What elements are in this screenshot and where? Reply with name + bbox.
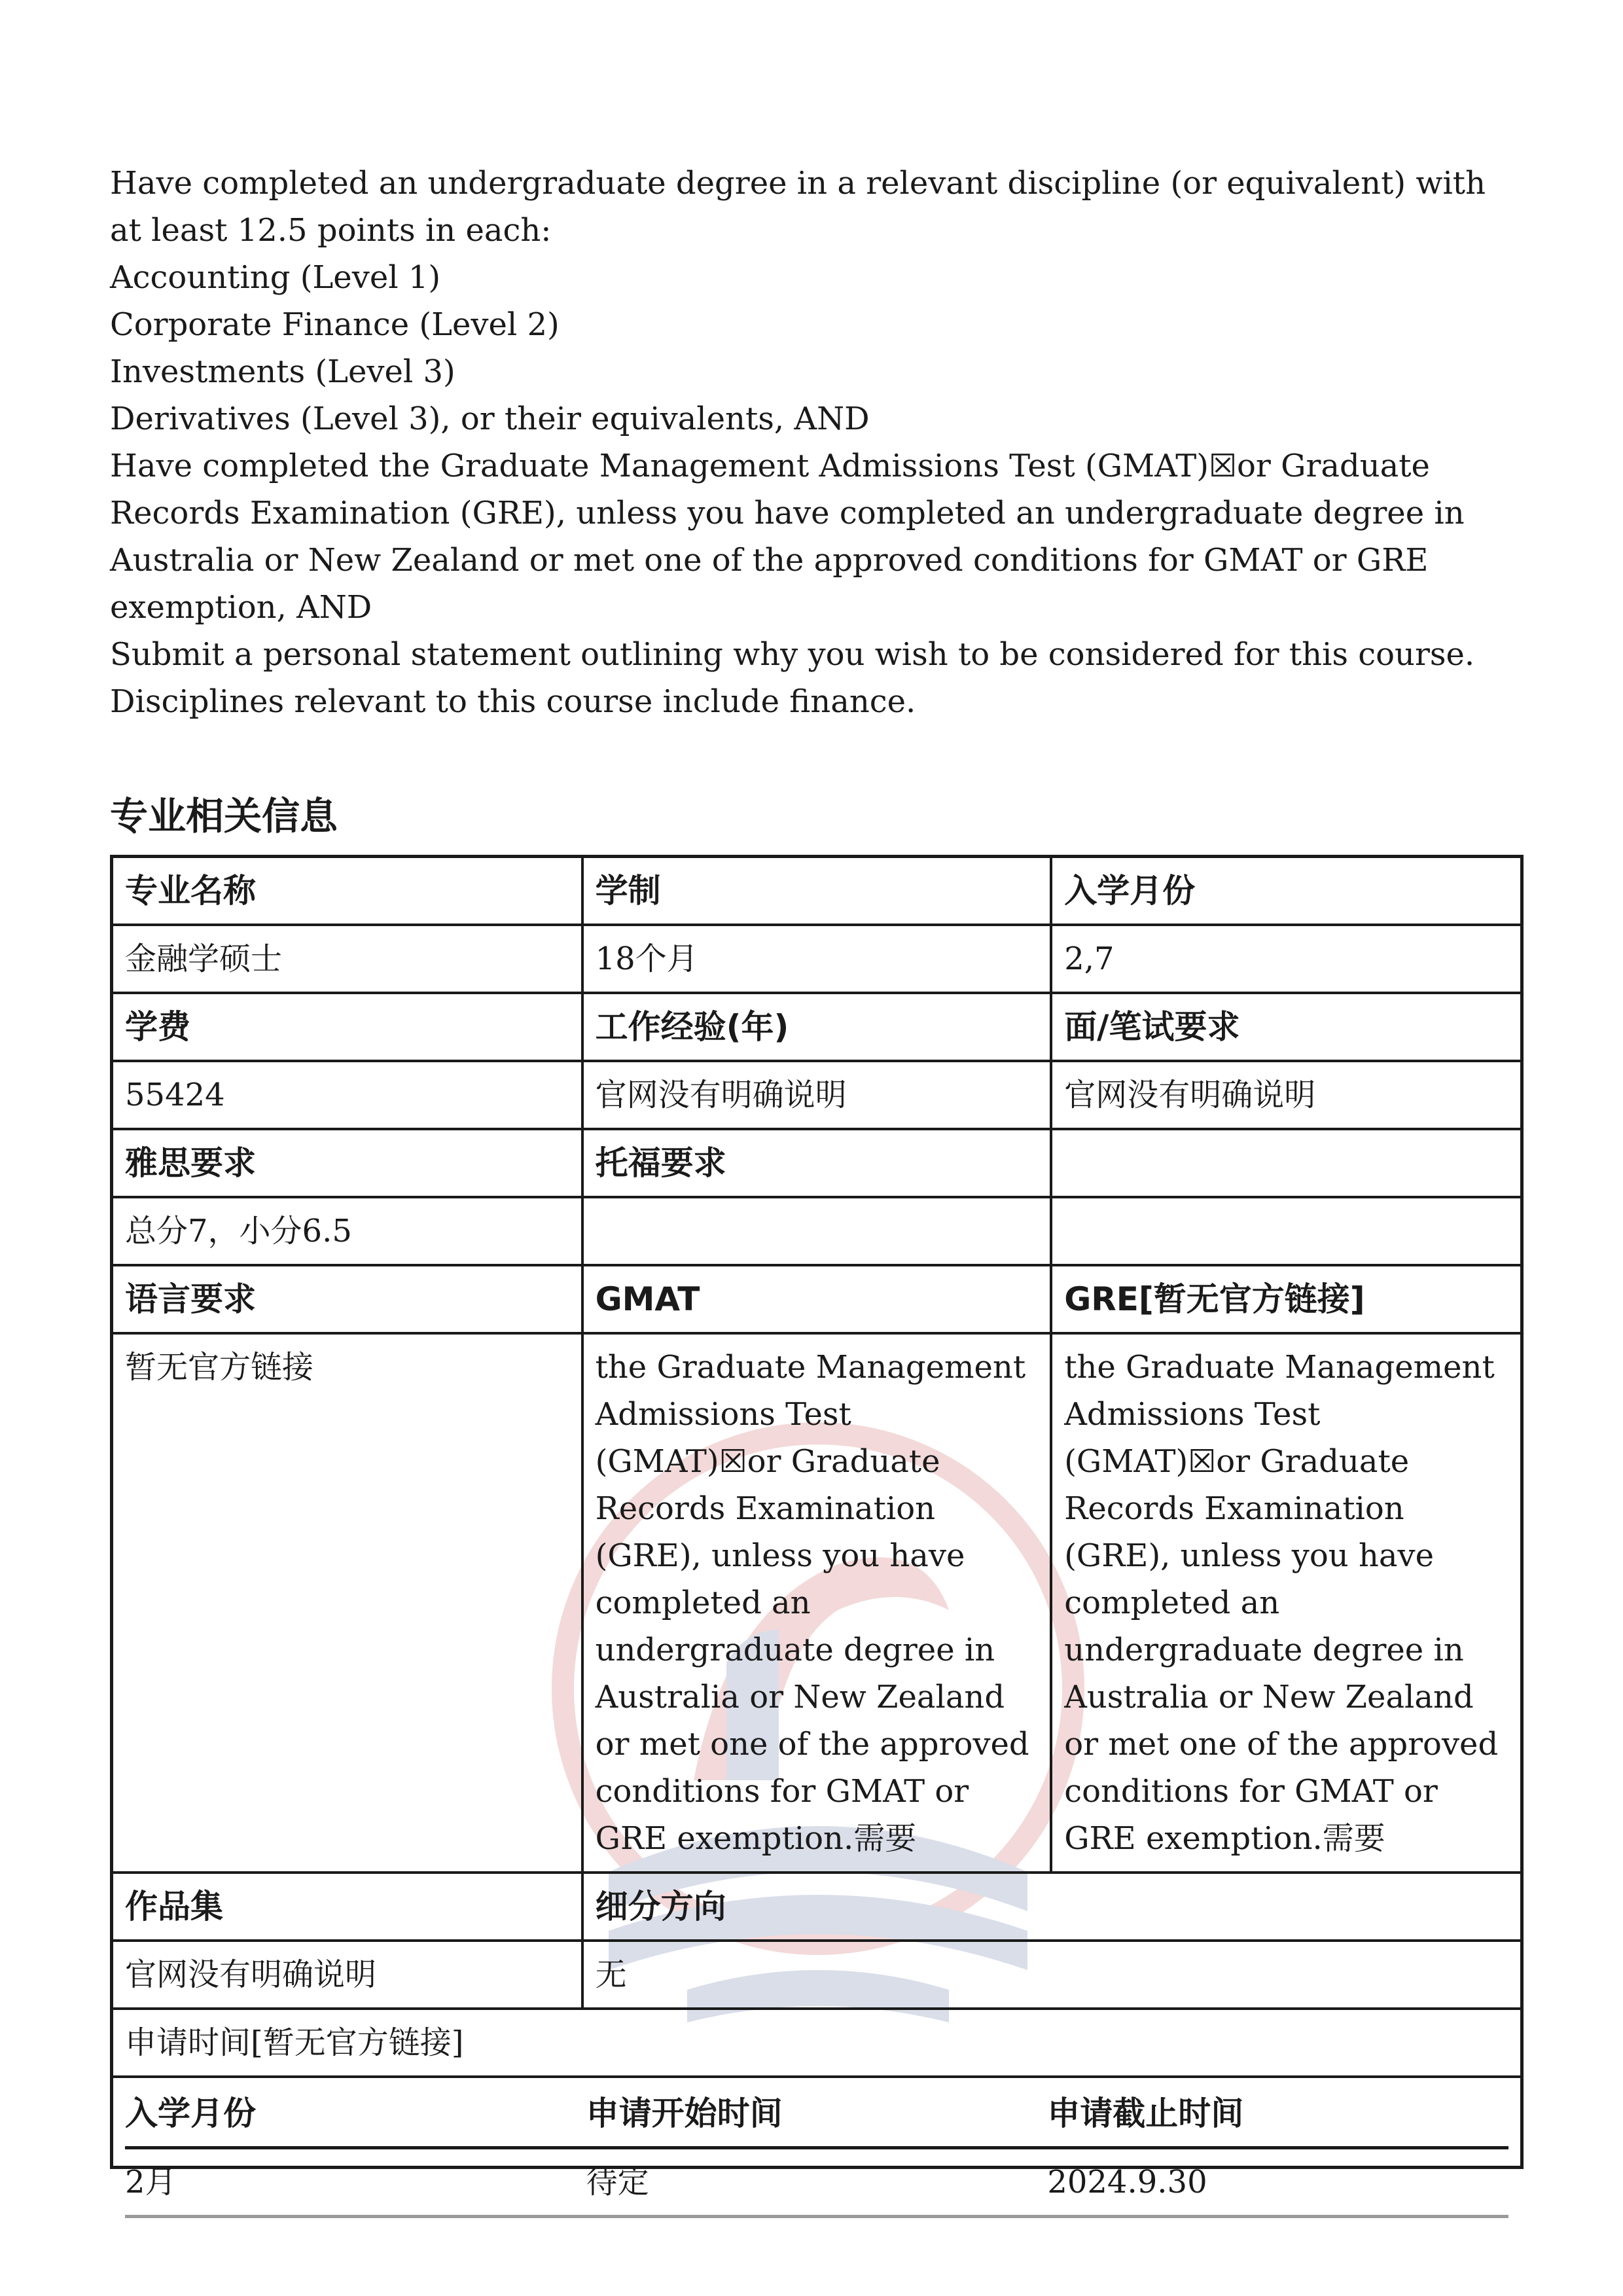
value-specialization: 无: [582, 1941, 1520, 2009]
section-title: 专业相关信息: [110, 794, 338, 838]
value-empty: [1051, 1197, 1520, 1265]
table-row: [113, 858, 1520, 925]
intro-line: Accounting (Level 1): [110, 259, 441, 296]
dates-header-row: [125, 2087, 1508, 2148]
dates-value-row: [125, 2148, 1508, 2217]
value-language: 暂无官方链接: [113, 1333, 582, 1873]
label-tuition: 学费: [113, 993, 582, 1061]
dates-header-start: 申请开始时间: [586, 2087, 1048, 2148]
table-row: [113, 2077, 1520, 2227]
label-duration: 学制: [582, 858, 1052, 925]
dates-header-intake: 入学月份: [125, 2087, 586, 2148]
application-dates: [113, 2077, 1520, 2227]
value-gre: the Graduate Management Admissions Test (GMAT)☒or Graduate Records Examination (GRE), unless you have completed an undergraduate degree in Australia or New Zealand or met one of the approved conditions for GMAT or GRE exemption.需要: [1051, 1333, 1520, 1873]
label-intake-month: 入学月份: [1051, 858, 1520, 925]
application-time-label: 申请时间[暂无官方链接]: [113, 2009, 1520, 2077]
label-portfolio: 作品集: [113, 1873, 582, 1941]
dates-value-start: 待定: [586, 2148, 1048, 2217]
table-row: [113, 1333, 1520, 1873]
dates-table: [125, 2087, 1508, 2218]
value-tuition: 55424: [113, 1061, 582, 1129]
label-program-name: 专业名称: [113, 858, 582, 925]
dates-header-deadline: 申请截止时间: [1047, 2087, 1508, 2148]
program-info-table: [110, 855, 1524, 2200]
intro-line: Submit a personal statement outlining why you wish to be considered for this course.: [110, 636, 1475, 673]
table-row: [113, 1941, 1520, 2009]
table-row: [113, 1129, 1520, 1197]
value-program-name: 金融学硕士: [113, 925, 582, 993]
label-gre: GRE[暂无官方链接]: [1051, 1265, 1520, 1333]
table-row: [113, 1061, 1520, 1129]
label-interview: 面/笔试要求: [1051, 993, 1520, 1061]
label-ielts: 雅思要求: [113, 1129, 582, 1197]
dates-value-intake: 2月: [125, 2148, 586, 2217]
intro-line: Have completed an undergraduate degree in a relevant discipline (or equivalent) with at least 12.5 points in each:: [110, 165, 1486, 249]
value-interview: 官网没有明确说明: [1051, 1061, 1520, 1129]
label-work-experience: 工作经验(年): [582, 993, 1052, 1061]
value-work-experience: 官网没有明确说明: [582, 1061, 1052, 1129]
table-row: [113, 993, 1520, 1061]
intro-line: Have completed the Graduate Management Admissions Test (GMAT)☒or Graduate Records Examination (GRE), unless you have completed an undergraduate degree in Australia or New Zealand or met one of the approved conditions for GMAT or GRE exemption, AND: [110, 448, 1465, 626]
table-row: [113, 1265, 1520, 1333]
intro-line: Corporate Finance (Level 2): [110, 306, 560, 343]
admission-requirements: [110, 160, 1524, 725]
intro-line: Derivatives (Level 3), or their equivalents, AND: [110, 401, 870, 437]
table-row: [113, 1197, 1520, 1265]
table-row: [113, 925, 1520, 993]
intro-line: Disciplines relevant to this course include finance.: [110, 683, 916, 720]
value-intake-month: 2,7: [1051, 925, 1520, 993]
table-row: [113, 2009, 1520, 2077]
value-toefl: [582, 1197, 1052, 1265]
intro-line: Investments (Level 3): [110, 353, 455, 390]
value-gmat: the Graduate Management Admissions Test (GMAT)☒or Graduate Records Examination (GRE), unless you have completed an undergraduate degree in Australia or New Zealand or met one of the approved conditions for GMAT or GRE exemption.需要: [582, 1333, 1052, 1873]
value-duration: 18个月: [582, 925, 1052, 993]
label-empty: [1051, 1129, 1520, 1197]
value-portfolio: 官网没有明确说明: [113, 1941, 582, 2009]
label-language: 语言要求: [113, 1265, 582, 1333]
label-toefl: 托福要求: [582, 1129, 1052, 1197]
label-specialization: 细分方向: [582, 1873, 1520, 1941]
table-row: [113, 1873, 1520, 1941]
label-gmat: GMAT: [582, 1265, 1052, 1333]
value-ielts: 总分7，小分6.5: [113, 1197, 582, 1265]
dates-value-deadline: 2024.9.30: [1047, 2148, 1508, 2217]
